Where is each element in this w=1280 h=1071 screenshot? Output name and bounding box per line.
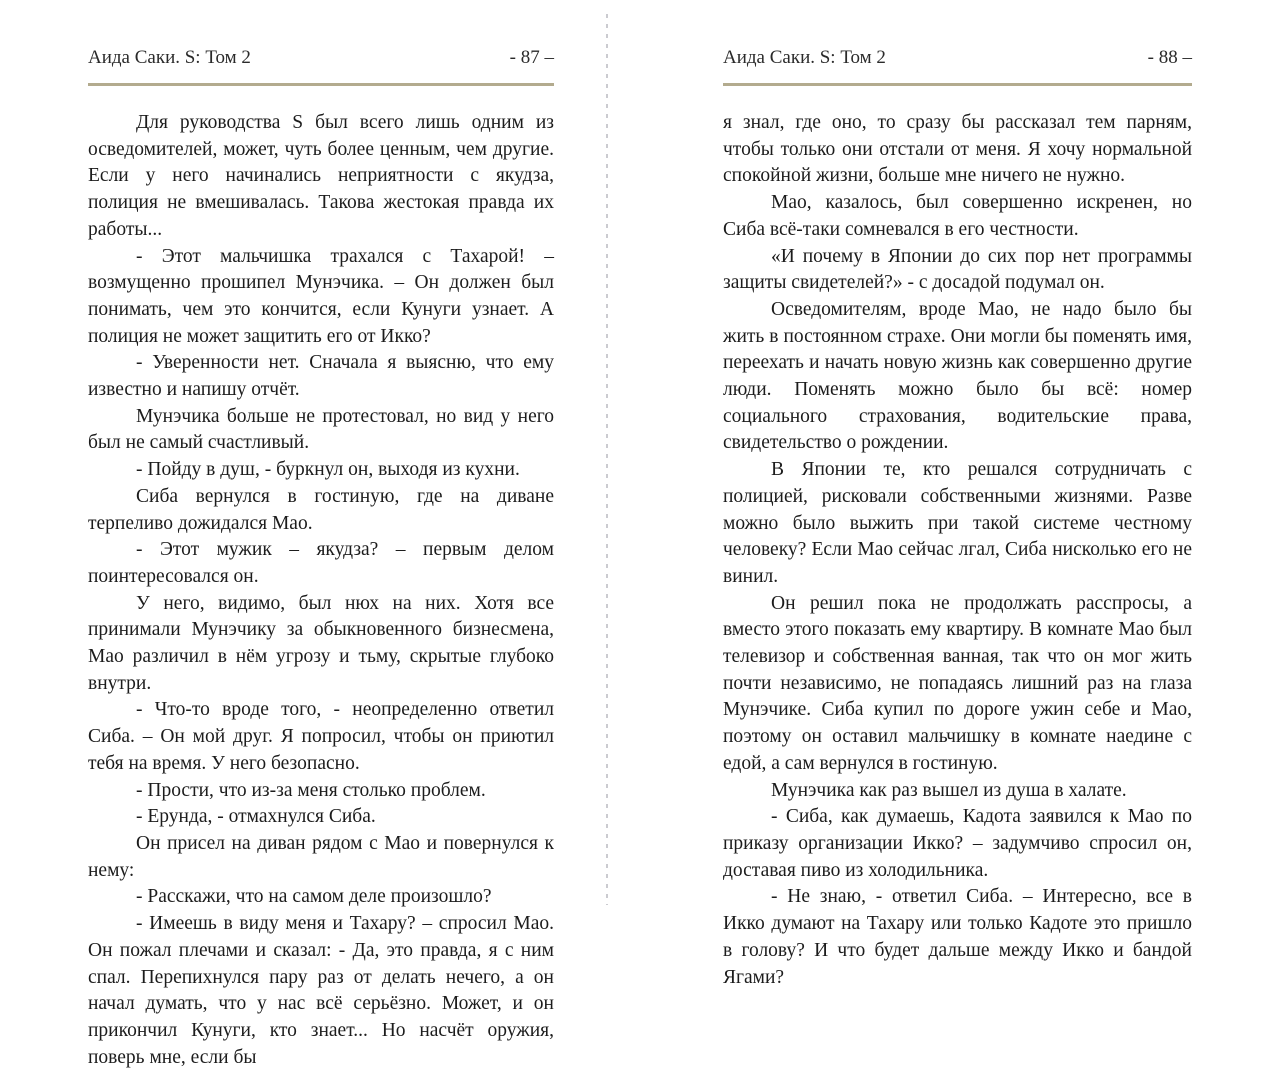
paragraph: - Уверенности нет. Сначала я выясню, что ему известно и напишу отчёт. — [88, 352, 554, 401]
paragraph: - Прости, что из-за меня столько проблем. — [136, 779, 486, 801]
book-title: Аида Саки. S: Том 2 — [88, 47, 251, 68]
paragraph: Он решил пока не продолжать расспросы, а вместо этого показать ему квартиру. В комнате Мао был телевизор и собственная ванная, так что он мог жить почти независимо, не попадаясь лишний раз на глаза Мунэчике. Сиба купил по дороге ужин себе и Мао, поэтому он оставил мальчишку в комнате наедине с едой, а сам вернулся в гостиную. — [723, 592, 1192, 774]
paragraph: Осведомителям, вроде Мао, не надо было бы жить в постоянном страхе. Они могли бы поменять имя, переехать и начать новую жизнь как совершенно другие люди. Поменять можно было бы всё: номер социального страхования, водительские права, свидетельство о рождении. — [723, 298, 1192, 454]
page-divider — [606, 14, 608, 905]
page-header — [88, 46, 554, 70]
paragraph: В Японии те, кто решался сотрудничать с полицией, рисковали собственными жизнями. Разве можно было выжить при такой системе честному человеку? Если Мао сейчас лгал, Сиба нисколько его не винил. — [723, 459, 1192, 587]
paragraph: - Сиба, как думаешь, Кадота заявился к Мао по приказу организации Икко? – задумчиво спросил он, доставая пиво из холодильника. — [723, 806, 1192, 881]
page-number: - 88 – — [1147, 47, 1192, 68]
paragraph: - Что-то вроде того, - неопределенно ответил Сиба. – Он мой друг. Я попросил, чтобы он приютил тебя на время. У него безопасно. — [88, 699, 554, 774]
paragraph: Он присел на диван рядом с Мао и повернулся к нему: — [88, 832, 554, 881]
paragraph: - Не знаю, - ответил Сиба. – Интересно, все в Икко думают на Тахару или только Кадоте это пришло в голову? И что будет дальше между Икко и бандой Ягами? — [723, 886, 1192, 988]
header-rule — [88, 83, 554, 86]
header-rule — [723, 83, 1192, 86]
paragraph: Мунэчика как раз вышел из душа в халате. — [771, 779, 1127, 801]
paragraph: - Этот мальчишка трахался с Тахарой! – возмущенно прошипел Мунэчика. – Он должен был понимать, чем это кончится, если Кунуги узнает. А полиция не может защитить его от Икко? — [88, 245, 554, 347]
page-number: - 87 – — [509, 47, 554, 68]
paragraph: «И почему в Японии до сих пор нет программы защиты свидетелей?» - с досадой подумал он. — [723, 245, 1192, 294]
paragraph: - Пойду в душ, - буркнул он, выходя из кухни. — [136, 459, 520, 481]
paragraph: Для руководства S был всего лишь одним из осведомителей, может, чуть более ценным, чем другие. Если у него начинались неприятности с якудза, полиция не вмешивалась. Такова жестокая правда их работы... — [88, 112, 554, 240]
page-body — [88, 110, 554, 1071]
paragraph: - Имеешь в виду меня и Тахару? – спросил Мао. Он пожал плечами и сказал: - Да, это правда, я с ним спал. Перепихнулся пару раз от делать нечего, а он начал думать, что у нас всё серьёзно. Может, и он прикончил Кунуги, кто знает... Но насчёт оружия, поверь мне, если бы — [88, 913, 554, 1068]
paragraph: Мунэчика больше не протестовал, но вид у него был не самый счастливый. — [88, 405, 554, 454]
paragraph: - Расскажи, что на самом деле произошло? — [136, 886, 492, 908]
paragraph: Мао, казалось, был совершенно искренен, но Сиба всё-таки сомневался в его честности. — [723, 192, 1192, 240]
paragraph: - Этот мужик – якудза? – первым делом поинтересовался он. — [88, 539, 554, 587]
paragraph: У него, видимо, был нюх на них. Хотя все принимали Мунэчику за обыкновенного бизнесмена, Мао различил в нём угрозу и тьму, скрытые глубоко внутри. — [88, 592, 554, 694]
book-title: Аида Саки. S: Том 2 — [723, 47, 886, 68]
paragraph: Сиба вернулся в гостиную, где на диване терпеливо дожидался Мао. — [88, 485, 554, 534]
paragraph: - Ерунда, - отмахнулся Сиба. — [136, 806, 376, 828]
paragraph: я знал, где оно, то сразу бы рассказал тем парням, чтобы только они отстали от меня. Я хочу нормальной спокойной жизни, больше мне ничего не нужно. — [723, 112, 1192, 187]
page-header — [723, 46, 1192, 70]
page-right — [723, 46, 1192, 991]
page-body — [723, 110, 1192, 991]
page-left — [88, 46, 554, 1071]
